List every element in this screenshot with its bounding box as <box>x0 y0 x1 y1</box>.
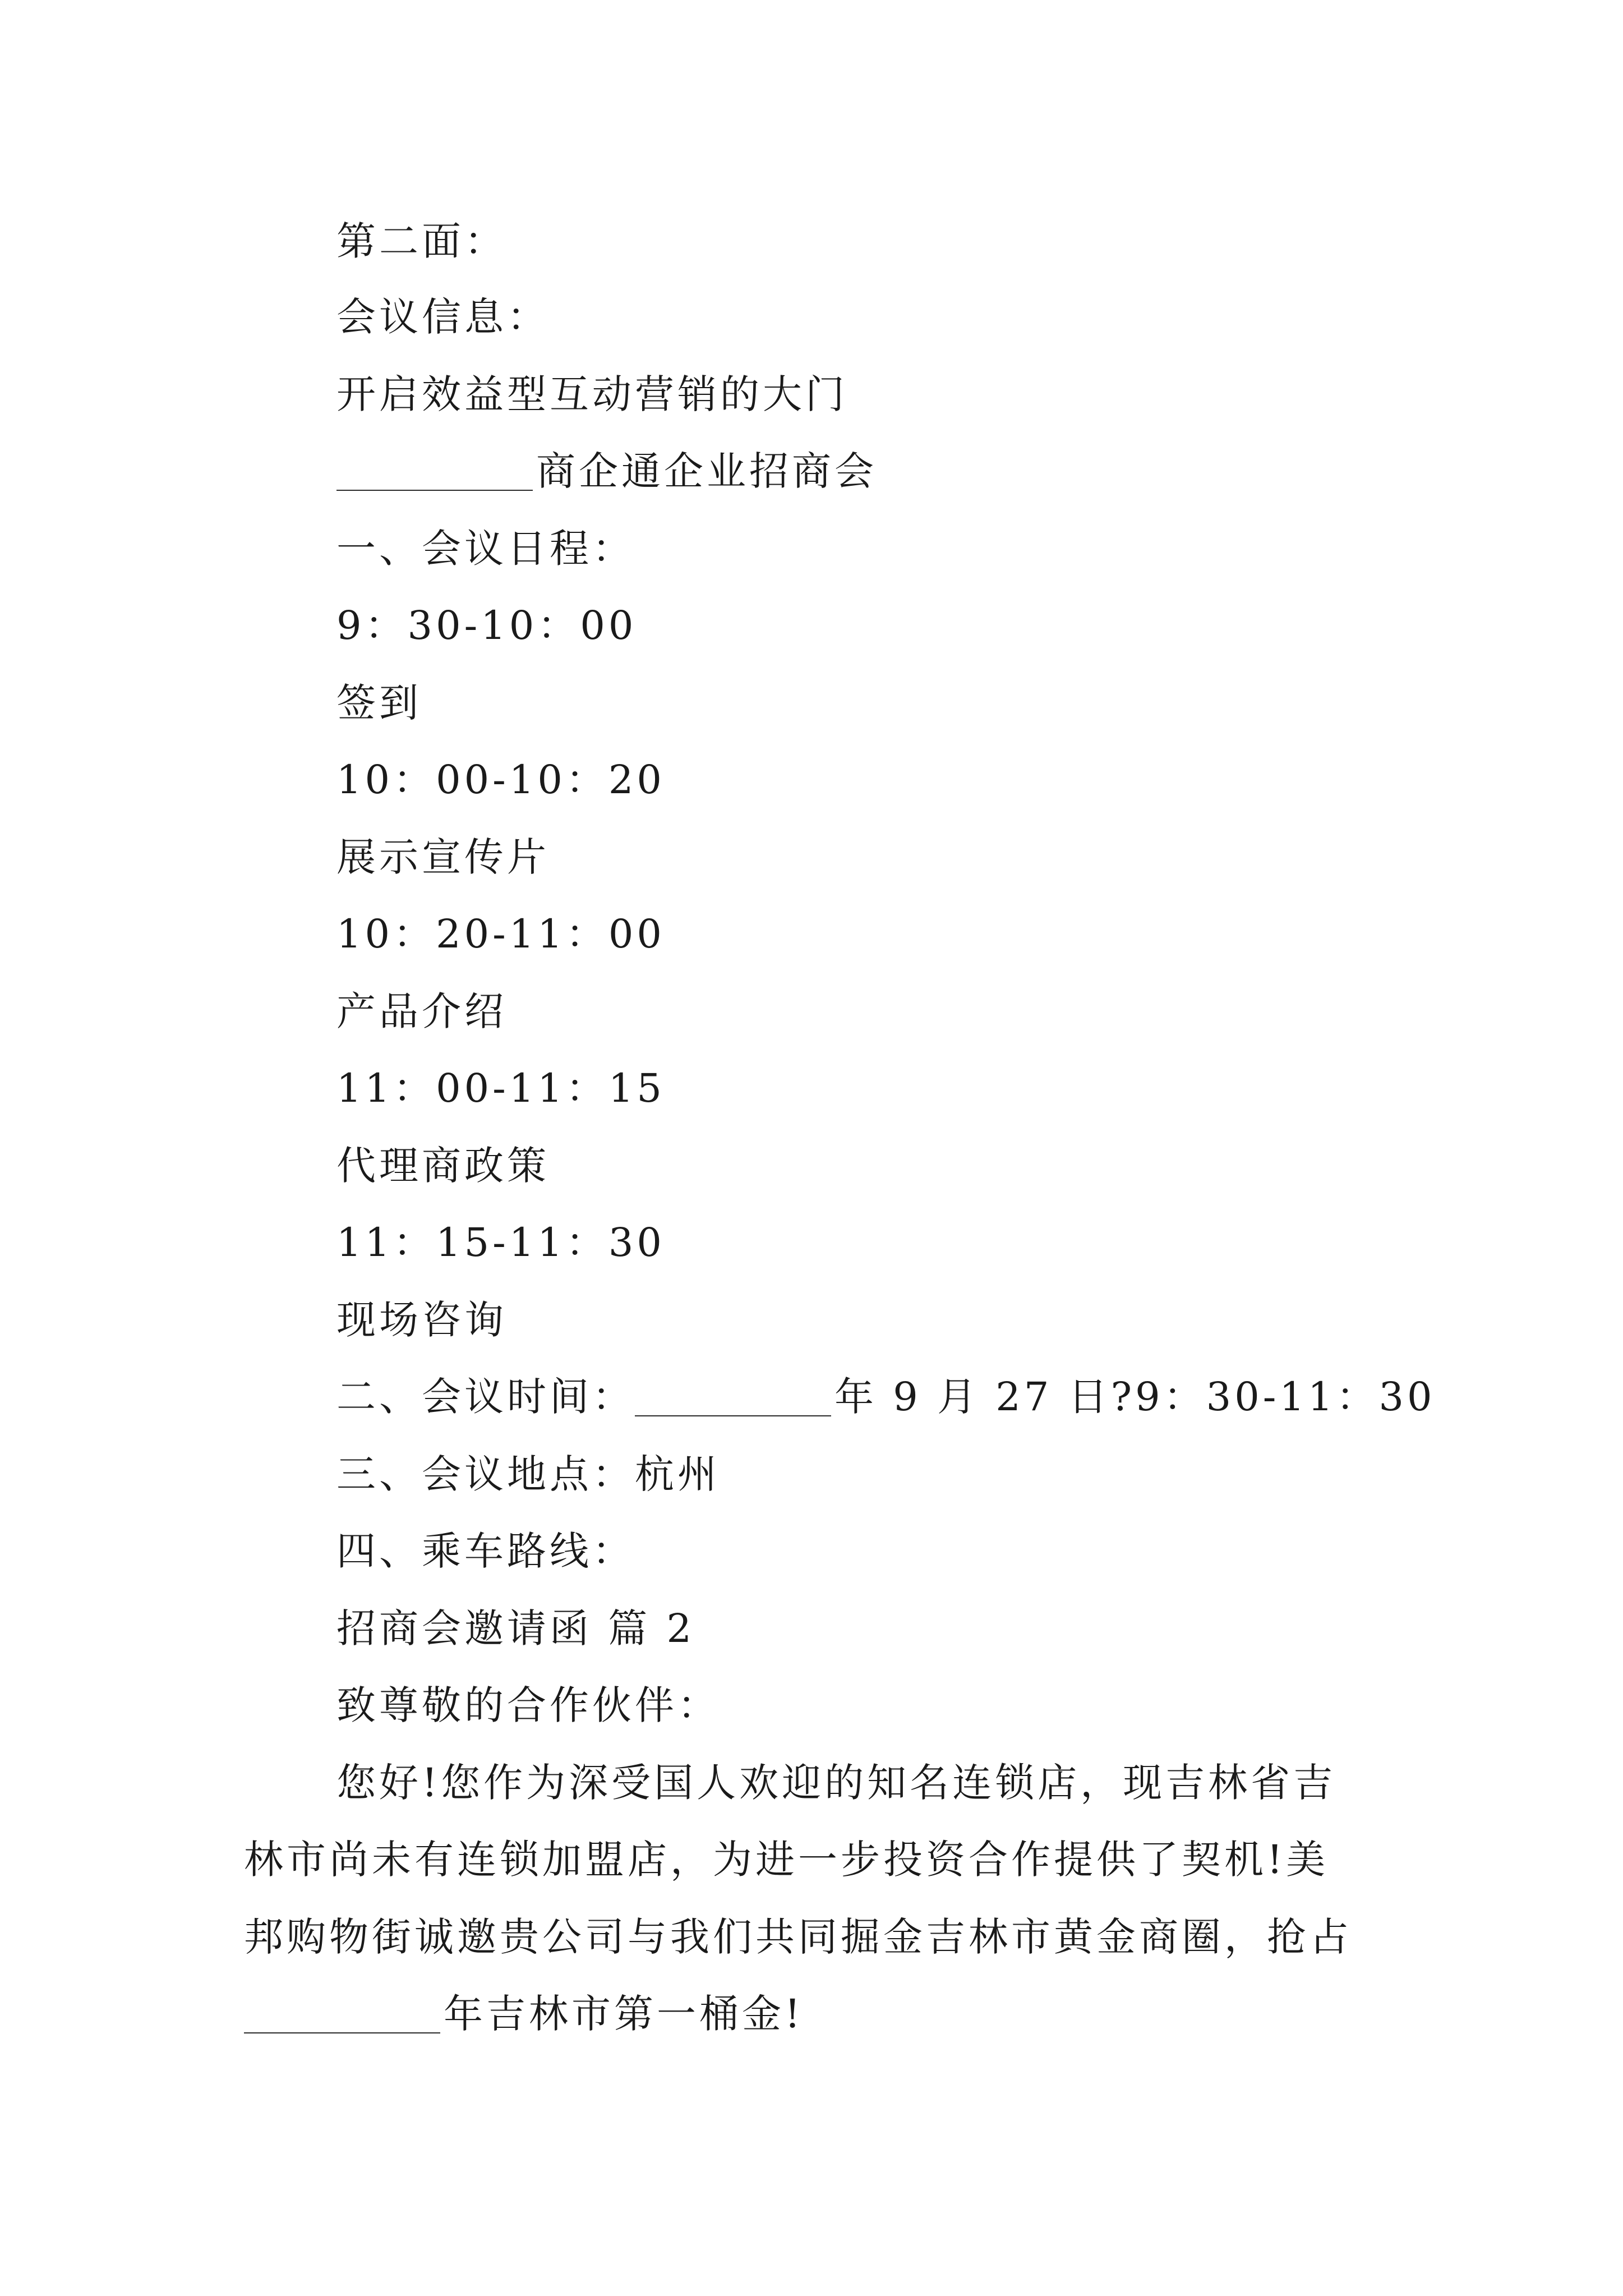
agenda-time <box>336 757 665 803</box>
agenda-time <box>336 602 637 648</box>
item-text: 现场咨询 <box>336 1297 507 1343</box>
heading-text: 一、会议日程： <box>336 526 635 572</box>
paragraph-text: 您好!您作为深受国人欢迎的知名连锁店，现吉林省吉 <box>336 1760 1336 1806</box>
agenda-item <box>336 1143 550 1189</box>
blank-underline <box>635 1379 831 1416</box>
heading-text: 四、乘车路线： <box>336 1528 635 1574</box>
time-text: 11：00-11：15 <box>336 1065 665 1111</box>
item-text: 展示宣传片 <box>336 834 550 880</box>
agenda-item <box>336 1297 507 1343</box>
meeting-time <box>336 1374 1436 1420</box>
paragraph-line <box>244 1991 804 2037</box>
salutation-text: 致尊敬的合作伙伴： <box>336 1682 720 1728</box>
meeting-title <box>336 448 877 494</box>
heading-text: 第二面： <box>336 218 507 264</box>
blank-underline <box>336 454 533 491</box>
agenda-time <box>336 1220 665 1266</box>
agenda-heading <box>336 526 635 572</box>
agenda-item <box>336 988 507 1034</box>
paragraph-text: 年吉林市第一桶金! <box>444 1991 804 2037</box>
location-text: 三、会议地点：杭州 <box>336 1451 720 1497</box>
paragraph-text: 邦购物街诚邀贵公司与我们共同掘金吉林市黄金商圈，抢占 <box>244 1914 1352 1960</box>
title-text: 招商会邀请函 篇 2 <box>336 1605 695 1651</box>
item-text: 签到 <box>336 680 422 726</box>
slogan-text: 开启效益型互动营销的大门 <box>336 371 848 417</box>
meeting-slogan <box>336 371 848 417</box>
paragraph-text: 林市尚未有连锁加盟店，为进一步投资合作提供了契机!美 <box>244 1837 1329 1883</box>
time-text: 10：20-11：00 <box>336 911 665 957</box>
paragraph-line <box>336 1760 1336 1806</box>
label-text: 二、会议时间： <box>336 1374 635 1420</box>
time-text: 11：15-11：30 <box>336 1220 665 1266</box>
route-heading <box>336 1528 635 1574</box>
salutation <box>336 1682 720 1728</box>
item-text: 代理商政策 <box>336 1143 550 1189</box>
agenda-time <box>336 911 665 957</box>
invitation-title <box>336 1605 695 1651</box>
section-heading <box>336 218 507 264</box>
heading-text: 会议信息： <box>336 294 550 340</box>
meeting-location <box>336 1451 720 1497</box>
paragraph-line <box>244 1914 1352 1960</box>
time-text: 10：00-10：20 <box>336 757 665 803</box>
agenda-item <box>336 680 422 726</box>
time-text: 9：30-10：00 <box>336 602 637 648</box>
item-text: 产品介绍 <box>336 988 507 1034</box>
meeting-info-heading <box>336 294 550 340</box>
paragraph-line <box>244 1837 1329 1883</box>
title-text: 商企通企业招商会 <box>536 448 877 494</box>
agenda-item <box>336 834 550 880</box>
blank-underline <box>244 1996 440 2033</box>
agenda-time <box>336 1065 665 1111</box>
date-text: 年 9 月 27 日?9：30-11：30 <box>834 1374 1436 1420</box>
